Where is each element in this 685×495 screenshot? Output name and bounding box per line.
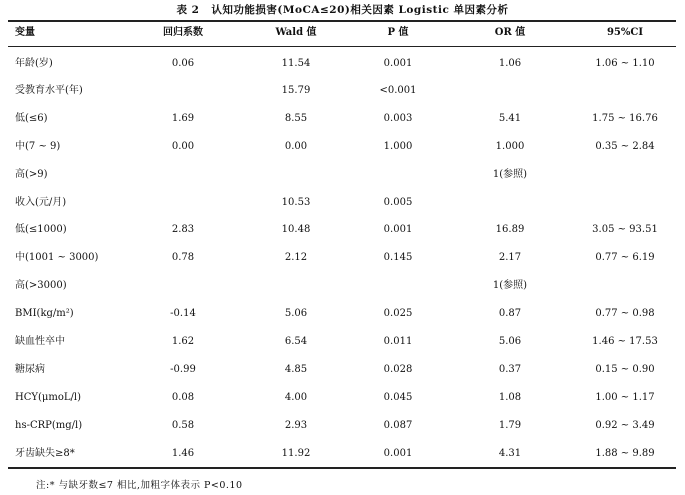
cell-coefficient: 0.06 xyxy=(171,58,195,69)
cell-p-value: 0.001 xyxy=(383,448,413,459)
cell-p-value: 0.001 xyxy=(383,58,413,69)
cell-wald: 2.12 xyxy=(284,252,308,263)
table-row xyxy=(8,250,676,266)
header-or: OR 值 xyxy=(494,27,526,38)
cell-ci: 0.77 ~ 6.19 xyxy=(595,252,655,263)
cell-coefficient: -0.14 xyxy=(170,308,196,319)
cell-p-value: 0.087 xyxy=(383,420,413,431)
table-row xyxy=(8,167,676,183)
table-row xyxy=(8,362,676,378)
table-row xyxy=(8,195,676,211)
table-row xyxy=(8,446,676,462)
cell-variable: BMI(kg/m²) xyxy=(15,308,74,319)
cell-variable: 高(>3000) xyxy=(15,280,67,291)
cell-ci: 0.92 ~ 3.49 xyxy=(595,420,655,431)
cell-variable: 糖尿病 xyxy=(15,364,45,375)
cell-coefficient: 0.00 xyxy=(171,141,195,152)
cell-p-value: 0.025 xyxy=(383,308,413,319)
cell-p-value: 0.011 xyxy=(383,336,413,347)
cell-p-value: 0.028 xyxy=(383,364,413,375)
cell-variable: 缺血性卒中 xyxy=(15,336,65,347)
cell-wald: 2.93 xyxy=(284,420,308,431)
cell-wald: 4.00 xyxy=(284,392,308,403)
cell-variable: hs-CRP(mg/l) xyxy=(15,420,83,431)
cell-p-value: 0.045 xyxy=(383,392,413,403)
cell-variable: 低(≤6) xyxy=(15,113,48,124)
header-ci: 95%CI xyxy=(606,27,644,38)
table-row xyxy=(8,56,676,72)
cell-wald: 6.54 xyxy=(284,336,308,347)
table-row xyxy=(8,278,676,294)
cell-ci: 1.06 ~ 1.10 xyxy=(595,58,655,69)
table-row xyxy=(8,306,676,322)
cell-or: 16.89 xyxy=(495,224,525,235)
cell-p-value: 0.001 xyxy=(383,224,413,235)
header-coefficient: 回归系数 xyxy=(163,27,203,38)
cell-or: 1(参照) xyxy=(492,280,528,291)
bottom-rule xyxy=(8,467,676,469)
cell-ci: 0.15 ~ 0.90 xyxy=(595,364,655,375)
table-caption: 认知功能损害(MoCA≤20)相关因素 Logistic 单因素分析 xyxy=(211,4,509,16)
cell-ci: 1.75 ~ 16.76 xyxy=(592,113,658,124)
cell-variable: 牙齿缺失≥8* xyxy=(15,448,75,459)
cell-ci: 1.00 ~ 1.17 xyxy=(595,392,655,403)
table-row xyxy=(8,334,676,350)
header-variable: 变量 xyxy=(15,27,35,38)
cell-variable: 中(1001 ~ 3000) xyxy=(15,252,99,263)
table-row xyxy=(8,111,676,127)
cell-ci: 3.05 ~ 93.51 xyxy=(592,224,658,235)
cell-wald: 8.55 xyxy=(284,113,308,124)
cell-wald: 10.53 xyxy=(281,197,311,208)
cell-variable: 高(>9) xyxy=(15,169,48,180)
cell-wald: 11.54 xyxy=(281,58,311,69)
cell-coefficient: 1.46 xyxy=(171,448,195,459)
cell-p-value: 1.000 xyxy=(383,141,413,152)
cell-p-value: 0.003 xyxy=(383,113,413,124)
cell-wald: 4.85 xyxy=(284,364,308,375)
cell-or: 2.17 xyxy=(498,252,522,263)
cell-p-value: 0.145 xyxy=(383,252,413,263)
cell-coefficient: 2.83 xyxy=(171,224,195,235)
header-rule xyxy=(8,46,676,47)
cell-p-value: 0.005 xyxy=(383,197,413,208)
header-p-value: P 值 xyxy=(387,27,409,38)
cell-wald: 11.92 xyxy=(281,448,311,459)
cell-ci: 1.46 ~ 17.53 xyxy=(592,336,658,347)
cell-coefficient: 1.69 xyxy=(171,113,195,124)
cell-ci: 0.77 ~ 0.98 xyxy=(595,308,655,319)
table-footnote: 注:* 与缺牙数≤7 相比,加粗字体表示 P<0.10 xyxy=(36,480,243,491)
cell-wald: 5.06 xyxy=(284,308,308,319)
cell-wald: 0.00 xyxy=(284,141,308,152)
cell-or: 0.37 xyxy=(498,364,522,375)
cell-wald: 15.79 xyxy=(281,85,311,96)
cell-ci: 0.35 ~ 2.84 xyxy=(595,141,655,152)
top-rule xyxy=(8,20,676,22)
cell-or: 1.06 xyxy=(498,58,522,69)
cell-coefficient: -0.99 xyxy=(170,364,196,375)
cell-coefficient: 0.08 xyxy=(171,392,195,403)
cell-coefficient: 0.78 xyxy=(171,252,195,263)
cell-or: 1(参照) xyxy=(492,169,528,180)
cell-or: 1.000 xyxy=(495,141,525,152)
cell-variable: 受教育水平(年) xyxy=(15,85,83,96)
cell-ci: 1.88 ~ 9.89 xyxy=(595,448,655,459)
table-row xyxy=(8,83,676,99)
cell-or: 5.06 xyxy=(498,336,522,347)
cell-or: 5.41 xyxy=(498,113,522,124)
table-title xyxy=(0,2,685,17)
table-row xyxy=(8,418,676,434)
table-row xyxy=(8,390,676,406)
cell-p-value: <0.001 xyxy=(379,85,417,96)
cell-variable: 中(7 ~ 9) xyxy=(15,141,61,152)
cell-variable: HCY(μmoL/l) xyxy=(15,392,81,403)
table-number: 表 2 xyxy=(176,4,200,16)
cell-or: 0.87 xyxy=(498,308,522,319)
table-row xyxy=(8,222,676,238)
cell-coefficient: 1.62 xyxy=(171,336,195,347)
cell-wald: 10.48 xyxy=(281,224,311,235)
cell-variable: 低(≤1000) xyxy=(15,224,67,235)
table-row xyxy=(8,139,676,155)
cell-or: 1.08 xyxy=(498,392,522,403)
header-wald: Wald 值 xyxy=(275,27,317,38)
cell-or: 1.79 xyxy=(498,420,522,431)
cell-or: 4.31 xyxy=(498,448,522,459)
cell-variable: 年龄(岁) xyxy=(15,58,53,69)
table-header-row xyxy=(8,25,676,41)
cell-variable: 收入(元/月) xyxy=(15,197,67,208)
cell-coefficient: 0.58 xyxy=(171,420,195,431)
